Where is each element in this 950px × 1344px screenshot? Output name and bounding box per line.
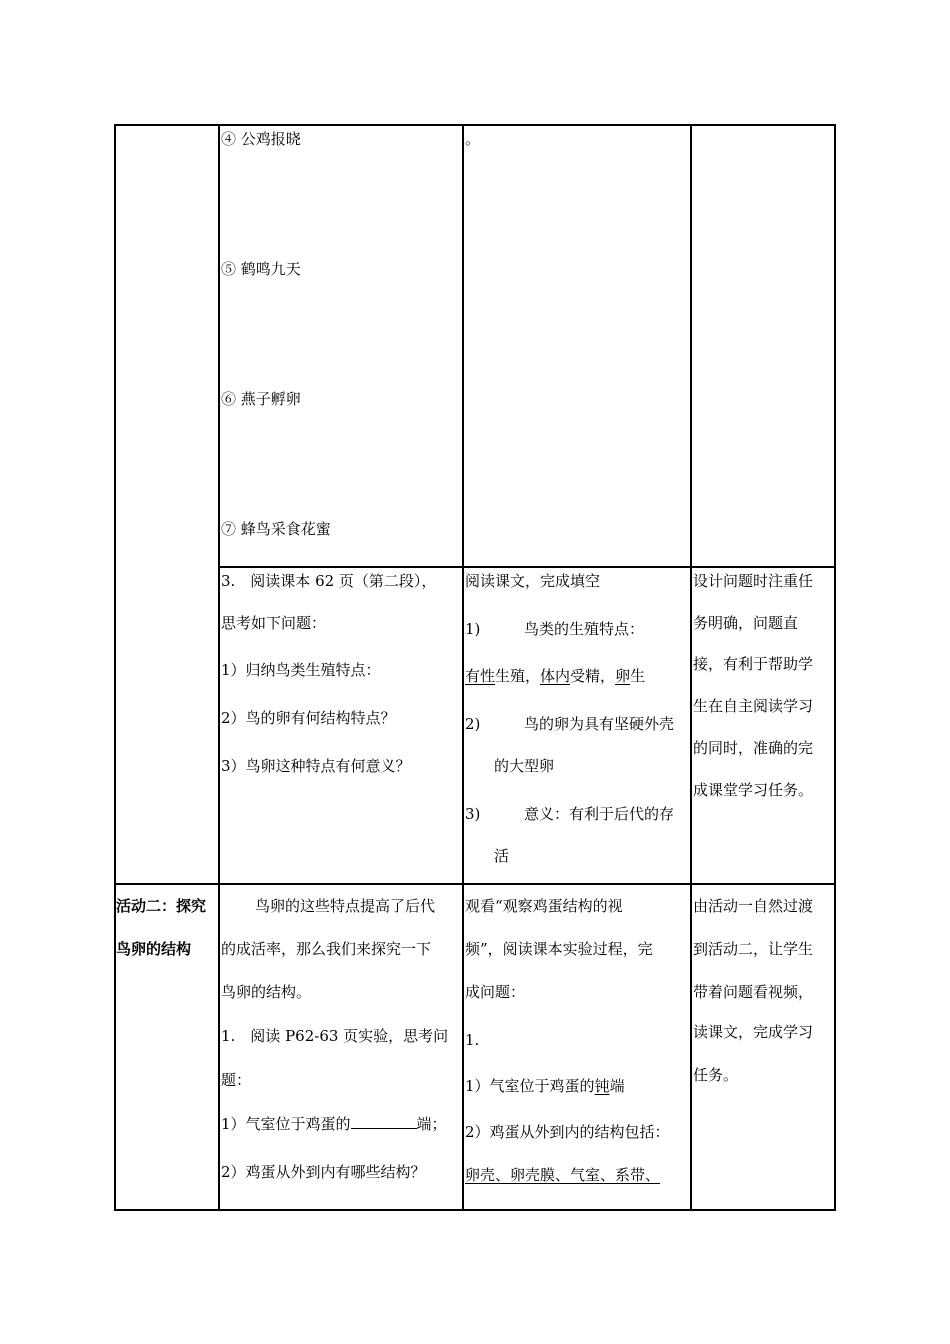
student-line: 2）鸡蛋从外到内的结构包括：	[465, 1123, 670, 1141]
row-divider-2	[114, 883, 836, 885]
student-item-text: 鸟类的生殖特点：	[524, 620, 645, 638]
content-line: 鸟卵的结构。	[221, 983, 312, 1001]
answer-suffix: 生	[630, 667, 646, 685]
student-item-label: 3)	[465, 805, 481, 823]
answer-blank: 钝	[594, 1077, 610, 1095]
list-item: ⑥ 燕子孵卵	[221, 390, 301, 408]
intent-line: 务明确，问题直	[693, 614, 799, 632]
student-line: 观看“观察鸡蛋结构的视	[465, 897, 623, 915]
content-line: 的成活率，那么我们来探究一下	[221, 940, 432, 958]
answer-text: 端	[609, 1077, 625, 1095]
intent-line: 任务。	[693, 1066, 739, 1084]
table-bottom-border	[114, 1209, 836, 1211]
intent-line: 生在自主阅读学习	[693, 697, 814, 715]
answer-blank: 卵	[615, 667, 631, 685]
content-line: 思考如下问题：	[221, 614, 327, 632]
question-text: 端；	[416, 1115, 447, 1133]
student-item-text: 意义：有利于后代的存	[524, 805, 675, 823]
intent-line: 读课文，完成学习	[693, 1023, 814, 1041]
student-line: 频”，阅读课本实验过程，完	[465, 940, 653, 958]
row-divider-1	[218, 566, 836, 568]
column-divider-2	[462, 124, 464, 1211]
table-left-border	[114, 124, 116, 1211]
list-item: ⑦ 蜂鸟采食花蜜	[221, 520, 331, 538]
student-answer-line	[465, 667, 645, 685]
student-item-label: 2)	[465, 715, 481, 733]
question-line: 2）鸡蛋从外到内有哪些结构？	[221, 1163, 426, 1181]
column-divider-3	[690, 124, 692, 1211]
content-line: 1. 阅读 P62-63 页实验，思考问	[221, 1027, 449, 1045]
intent-line: 带着问题看视频，	[693, 983, 814, 1001]
table-right-border	[834, 124, 836, 1211]
student-item-label: 1)	[465, 620, 481, 638]
list-item: ⑤ 鹤鸣九天	[221, 260, 301, 278]
activity-title: 鸟卵的结构	[116, 940, 192, 958]
answer-suffix: 生殖，	[495, 667, 541, 685]
student-line: 成问题：	[465, 983, 526, 1001]
intent-line: 接，有利于帮助学	[693, 655, 814, 673]
fill-in-blank	[351, 1115, 417, 1129]
content-line: 3. 阅读课本 62 页（第二段），	[221, 572, 437, 590]
answer-suffix: 受精，	[570, 667, 616, 685]
intent-line: 设计问题时注重任	[693, 572, 814, 590]
content-line: 题：	[221, 1071, 252, 1089]
content-line: 2）鸟的卵有何结构特点？	[221, 709, 396, 727]
student-line: 1.	[465, 1031, 480, 1049]
intent-line: 到活动二，让学生	[693, 940, 814, 958]
student-item-text: 活	[494, 847, 510, 865]
student-item-text: 鸟的卵为具有坚硬外壳	[524, 715, 675, 733]
intent-line: 由活动一自然过渡	[693, 897, 814, 915]
answer-text: 1）气室位于鸡蛋的	[465, 1077, 595, 1095]
answer-blank: 体内	[540, 667, 571, 685]
list-item: ④ 公鸡报晓	[221, 130, 301, 148]
student-answer-line	[465, 1077, 625, 1095]
column-divider-1	[218, 124, 220, 1211]
answer-blank: 有性	[465, 667, 496, 685]
intent-line: 的同时，准确的完	[693, 739, 814, 757]
table-top-border	[114, 124, 836, 126]
activity-title: 活动二：探究	[116, 897, 207, 915]
intent-line: 成课堂学习任务。	[693, 781, 814, 799]
student-item-text: 的大型卵	[494, 757, 555, 775]
student-text: 。	[465, 130, 481, 148]
content-line: 1）归纳鸟类生殖特点：	[221, 661, 381, 679]
answer-blank: 卵壳、卵壳膜、气室、系带、	[465, 1166, 661, 1184]
content-line: 3）鸟卵这种特点有何意义？	[221, 757, 411, 775]
question-text: 1）气室位于鸡蛋的	[221, 1115, 351, 1133]
student-intro: 阅读课文，完成填空	[465, 572, 601, 590]
content-line: 鸟卵的这些特点提高了后代	[255, 897, 436, 915]
question-line	[221, 1115, 447, 1133]
